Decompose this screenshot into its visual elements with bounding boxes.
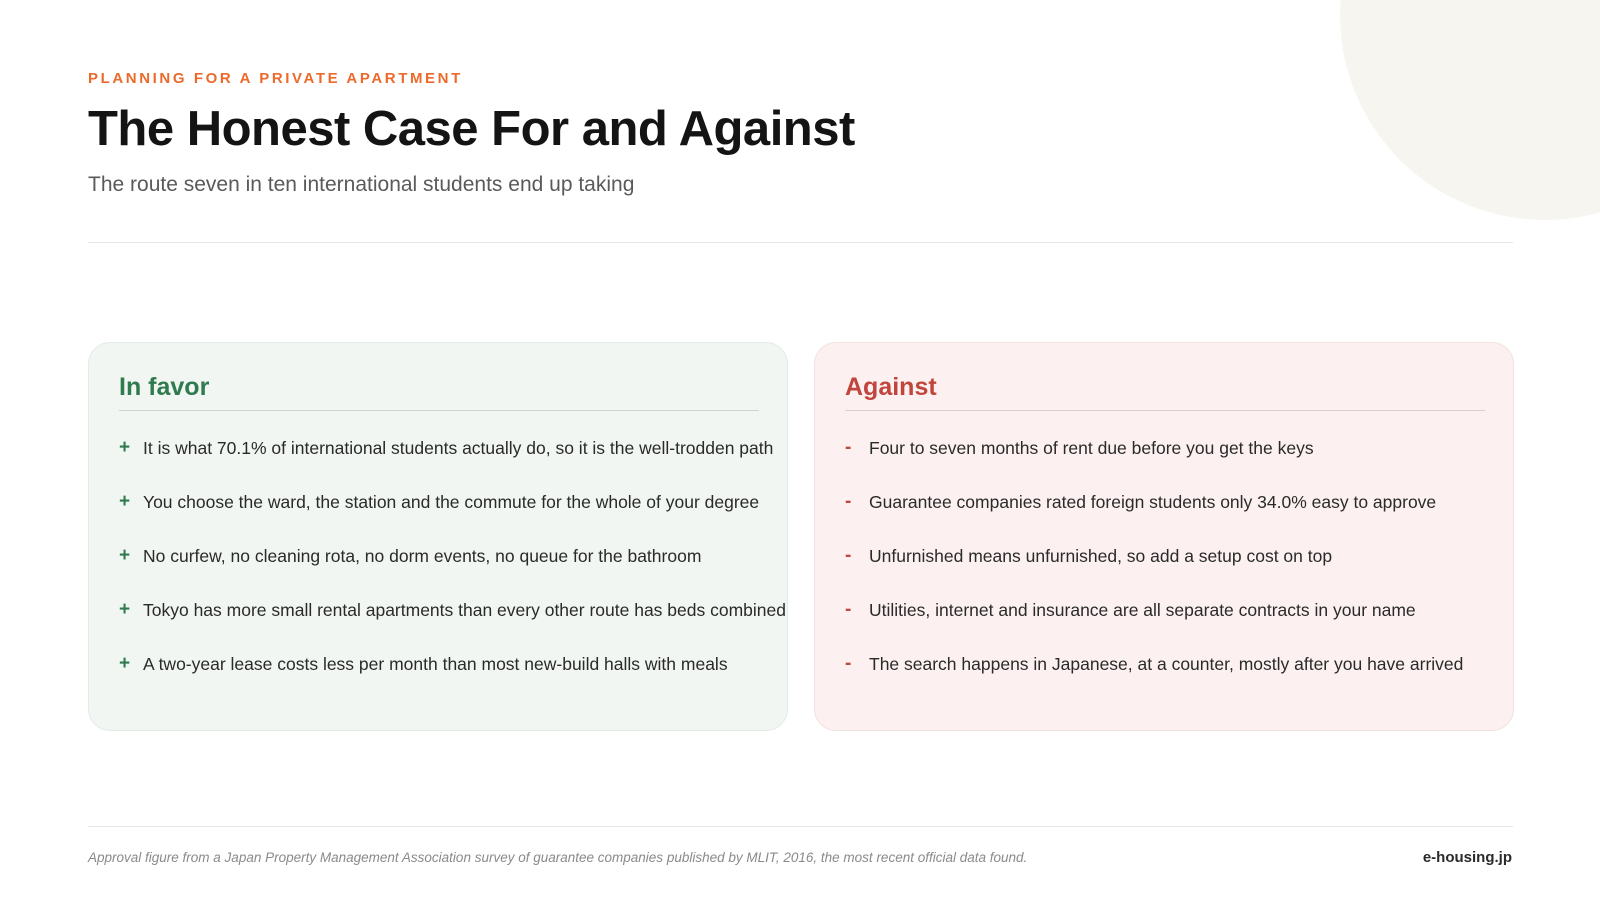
in-favor-list	[119, 421, 786, 691]
minus-icon: -	[845, 599, 852, 620]
list-item-text: No curfew, no cleaning rota, no dorm events, no queue for the bathroom	[143, 545, 702, 566]
footer-divider	[88, 826, 1513, 827]
against-list	[845, 421, 1483, 691]
source-footnote: Approval figure from a Japan Property Management Association survey of guarantee companies published by MLIT, 2016, the most recent official data found.	[88, 850, 1028, 865]
list-item	[845, 583, 1483, 637]
plus-icon: +	[119, 653, 131, 674]
list-item-text: Tokyo has more small rental apartments than every other route has beds combined	[143, 599, 786, 620]
list-item-text: The search happens in Japanese, at a counter, mostly after you have arrived	[869, 653, 1464, 674]
in-favor-card	[88, 342, 788, 731]
page-title: The Honest Case For and Against	[88, 102, 855, 156]
plus-icon: +	[119, 437, 131, 458]
page-header	[88, 70, 1513, 197]
header-divider	[88, 242, 1513, 243]
list-item	[119, 475, 760, 529]
list-item	[119, 421, 774, 475]
minus-icon: -	[845, 491, 852, 512]
minus-icon: -	[845, 545, 852, 566]
list-item	[119, 637, 757, 691]
plus-icon: +	[119, 491, 131, 512]
plus-icon: +	[119, 545, 131, 566]
list-item-text: Four to seven months of rent due before you get the keys	[869, 437, 1314, 458]
plus-icon: +	[119, 599, 131, 620]
minus-icon: -	[845, 437, 852, 458]
against-heading: Against	[845, 373, 937, 401]
brand-logo-text: e-housing.jp	[1422, 849, 1512, 866]
list-item-text: Utilities, internet and insurance are all separate contracts in your name	[869, 599, 1416, 620]
against-divider	[845, 410, 1485, 411]
list-item	[845, 421, 1483, 475]
list-item-text: Guarantee companies rated foreign students only 34.0% easy to approve	[869, 491, 1437, 512]
in-favor-divider	[119, 410, 759, 411]
list-item-text: You choose the ward, the station and the commute for the whole of your degree	[143, 491, 760, 512]
list-item	[119, 583, 786, 637]
list-item-text: It is what 70.1% of international students actually do, so it is the well-trodden path	[143, 437, 774, 458]
minus-icon: -	[845, 653, 852, 674]
list-item	[845, 637, 1483, 691]
against-card	[814, 342, 1514, 731]
list-item	[119, 529, 757, 583]
in-favor-heading: In favor	[119, 373, 210, 401]
list-item	[845, 529, 1483, 583]
list-item-text: A two-year lease costs less per month than most new-build halls with meals	[143, 653, 728, 674]
list-item-text: Unfurnished means unfurnished, so add a setup cost on top	[869, 545, 1333, 566]
section-eyebrow: PLANNING FOR A PRIVATE APARTMENT	[88, 70, 463, 87]
list-item	[845, 475, 1483, 529]
page-subtitle: The route seven in ten international students end up taking	[88, 173, 635, 196]
